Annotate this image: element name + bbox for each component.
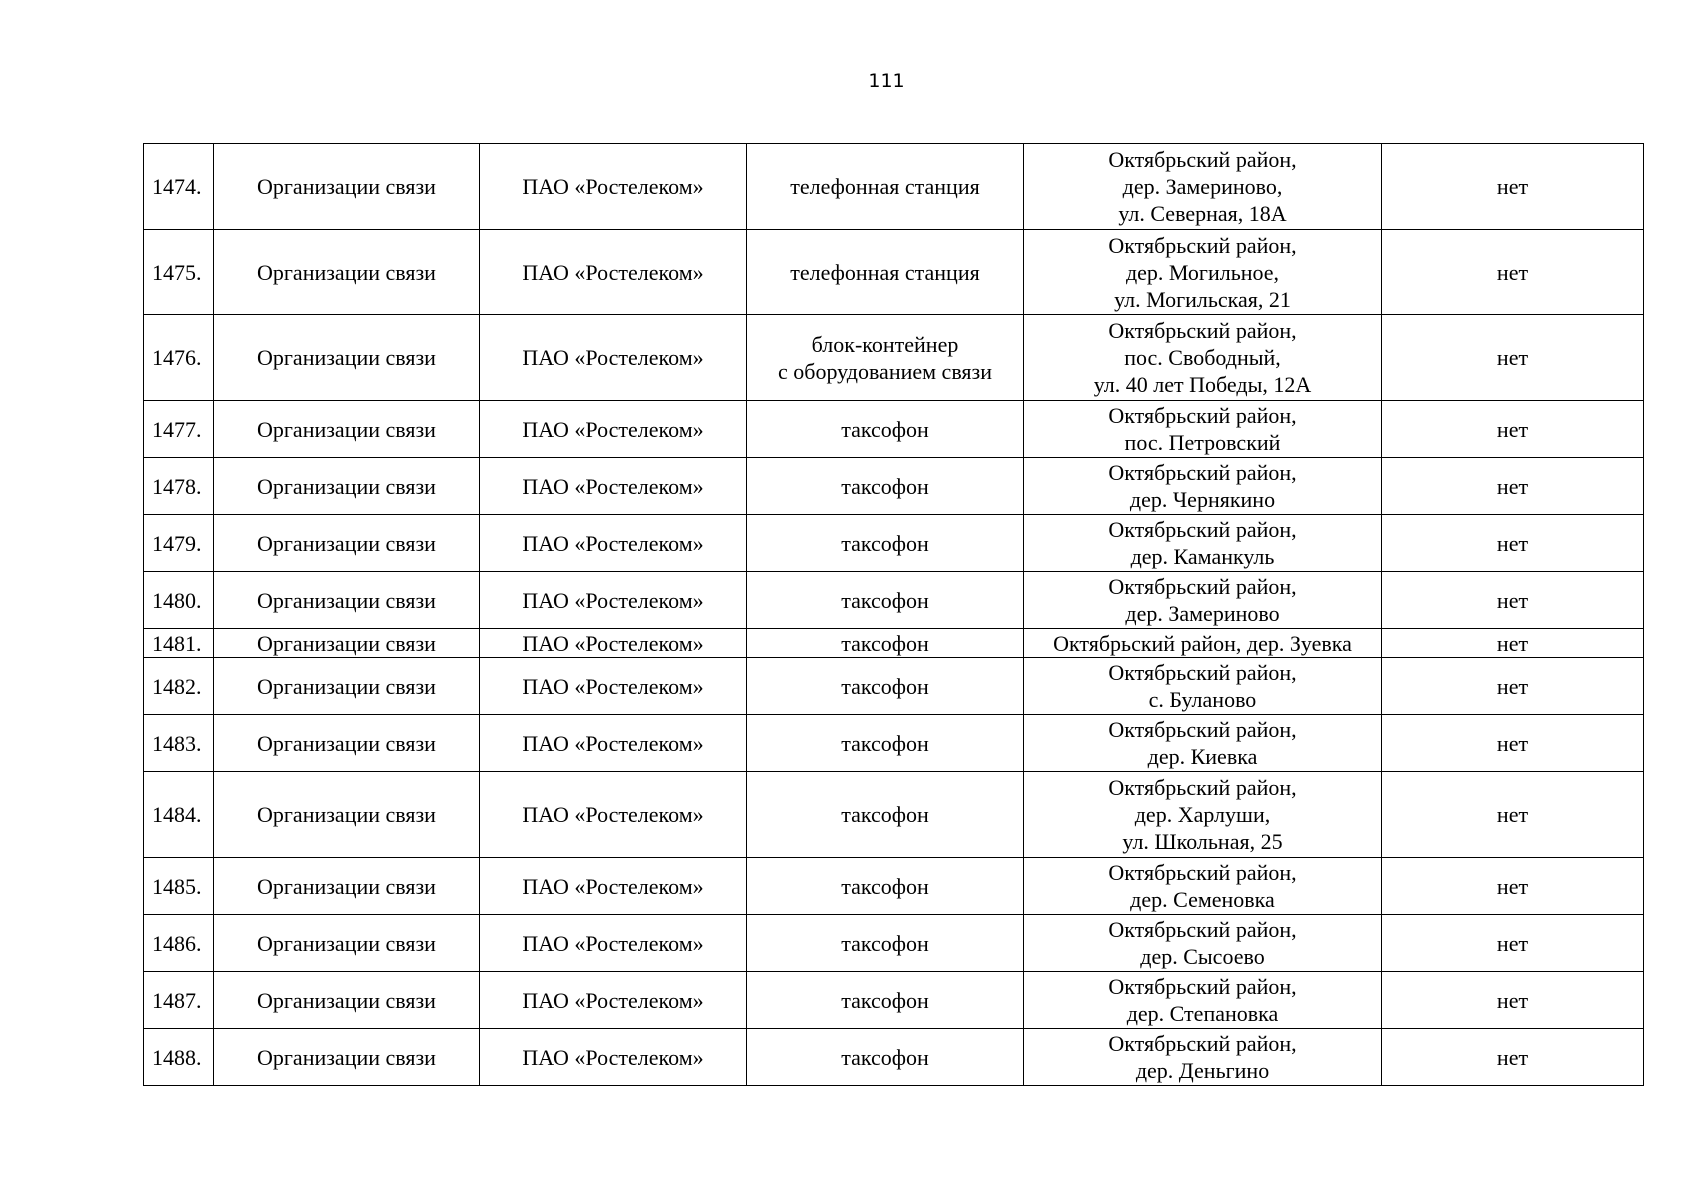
status-cell: нет bbox=[1382, 315, 1644, 401]
status-cell: нет bbox=[1382, 858, 1644, 915]
owner-cell: ПАО «Ростелеком» bbox=[480, 401, 747, 458]
address-cell bbox=[1024, 458, 1382, 515]
table-row bbox=[144, 315, 1644, 401]
object-type-cell bbox=[747, 915, 1024, 972]
table-row bbox=[144, 858, 1644, 915]
address-line: пос. Свободный, bbox=[1124, 345, 1281, 370]
row-number: 1487. bbox=[144, 972, 214, 1029]
status-cell: нет bbox=[1382, 230, 1644, 315]
row-number: 1474. bbox=[144, 144, 214, 230]
address-cell bbox=[1024, 1029, 1382, 1086]
address-cell bbox=[1024, 772, 1382, 858]
row-number: 1486. bbox=[144, 915, 214, 972]
owner-cell: ПАО «Ростелеком» bbox=[480, 230, 747, 315]
owner-cell: ПАО «Ростелеком» bbox=[480, 972, 747, 1029]
owner-cell: ПАО «Ростелеком» bbox=[480, 715, 747, 772]
table-row bbox=[144, 629, 1644, 658]
address-cell bbox=[1024, 315, 1382, 401]
table-row bbox=[144, 144, 1644, 230]
address-line: Октябрьский район, bbox=[1108, 318, 1297, 343]
address-line: дер. Чернякино bbox=[1129, 487, 1276, 512]
status-cell: нет bbox=[1382, 629, 1644, 658]
status-cell: нет bbox=[1382, 1029, 1644, 1086]
category-cell: Организации связи bbox=[214, 915, 480, 972]
address-cell bbox=[1024, 401, 1382, 458]
address-line: дер. Харлуши, bbox=[1134, 802, 1271, 827]
object-type-cell bbox=[747, 629, 1024, 658]
address-line: Октябрьский район, bbox=[1108, 860, 1297, 885]
table-row bbox=[144, 1029, 1644, 1086]
address-line: ул. Северная, 18А bbox=[1118, 201, 1287, 226]
object-type-line: таксофон bbox=[841, 530, 929, 556]
object-type-line: таксофон bbox=[841, 1044, 929, 1070]
row-number: 1484. bbox=[144, 772, 214, 858]
address-line: Октябрьский район, дер. Зуевка bbox=[1053, 630, 1352, 656]
row-number: 1477. bbox=[144, 401, 214, 458]
row-number: 1479. bbox=[144, 515, 214, 572]
object-type-line: таксофон bbox=[841, 587, 929, 613]
table-row bbox=[144, 401, 1644, 458]
table-row bbox=[144, 915, 1644, 972]
status-cell: нет bbox=[1382, 972, 1644, 1029]
address-line: пос. Петровский bbox=[1124, 430, 1281, 455]
category-cell: Организации связи bbox=[214, 715, 480, 772]
category-cell: Организации связи bbox=[214, 658, 480, 715]
address-line: дер. Степановка bbox=[1126, 1001, 1279, 1026]
address-line: Октябрьский район, bbox=[1108, 660, 1297, 685]
address-line: с. Буланово bbox=[1148, 687, 1257, 712]
object-type-line: блок-контейнер bbox=[811, 331, 959, 357]
object-type-cell bbox=[747, 572, 1024, 629]
status-cell: нет bbox=[1382, 144, 1644, 230]
object-type-line: телефонная станция bbox=[790, 174, 980, 199]
registry-table-body bbox=[144, 144, 1644, 1086]
status-cell: нет bbox=[1382, 515, 1644, 572]
address-line: Октябрьский район, bbox=[1108, 147, 1297, 172]
object-type-line: телефонная станция bbox=[790, 259, 980, 285]
row-number: 1480. bbox=[144, 572, 214, 629]
category-cell: Организации связи bbox=[214, 772, 480, 858]
category-cell: Организации связи bbox=[214, 858, 480, 915]
owner-cell: ПАО «Ростелеком» bbox=[480, 915, 747, 972]
row-number: 1483. bbox=[144, 715, 214, 772]
address-line: дер. Киевка bbox=[1147, 744, 1258, 769]
category-cell: Организации связи bbox=[214, 144, 480, 230]
owner-cell: ПАО «Ростелеком» bbox=[480, 572, 747, 629]
status-cell: нет bbox=[1382, 458, 1644, 515]
row-number: 1488. bbox=[144, 1029, 214, 1086]
owner-cell: ПАО «Ростелеком» bbox=[480, 658, 747, 715]
address-line: дер. Каманкуль bbox=[1130, 544, 1275, 569]
address-line: дер. Замериново, bbox=[1122, 174, 1283, 199]
object-type-line: таксофон bbox=[841, 630, 929, 656]
row-number: 1478. bbox=[144, 458, 214, 515]
status-cell: нет bbox=[1382, 915, 1644, 972]
row-number: 1481. bbox=[144, 629, 214, 658]
object-type-line: таксофон bbox=[841, 987, 929, 1013]
table-row bbox=[144, 458, 1644, 515]
object-type-line: таксофон bbox=[841, 930, 929, 956]
object-type-line: с оборудованием связи bbox=[777, 358, 993, 384]
address-line: Октябрьский район, bbox=[1108, 775, 1297, 800]
object-type-cell bbox=[747, 315, 1024, 401]
table-row bbox=[144, 658, 1644, 715]
address-line: Октябрьский район, bbox=[1108, 974, 1297, 999]
address-line: ул. Школьная, 25 bbox=[1122, 829, 1283, 854]
owner-cell: ПАО «Ростелеком» bbox=[480, 772, 747, 858]
table-row bbox=[144, 972, 1644, 1029]
address-line: дер. Могильное, bbox=[1125, 259, 1280, 285]
address-line: Октябрьский район, bbox=[1108, 717, 1297, 742]
owner-cell: ПАО «Ростелеком» bbox=[480, 458, 747, 515]
object-type-line: таксофон bbox=[841, 873, 929, 899]
object-type-cell bbox=[747, 658, 1024, 715]
row-number: 1482. bbox=[144, 658, 214, 715]
category-cell: Организации связи bbox=[214, 629, 480, 658]
address-line: Октябрьский район, bbox=[1108, 917, 1297, 942]
registry-table bbox=[143, 143, 1644, 1086]
address-cell bbox=[1024, 658, 1382, 715]
table-row bbox=[144, 772, 1644, 858]
row-number: 1476. bbox=[144, 315, 214, 401]
address-line: Октябрьский район, bbox=[1108, 1031, 1297, 1056]
address-line: дер. Замериново bbox=[1125, 601, 1280, 626]
address-cell bbox=[1024, 858, 1382, 915]
address-line: Октябрьский район, bbox=[1108, 232, 1297, 258]
object-type-line: таксофон bbox=[841, 416, 929, 442]
table-row bbox=[144, 715, 1644, 772]
category-cell: Организации связи bbox=[214, 515, 480, 572]
address-line: Октябрьский район, bbox=[1108, 460, 1297, 485]
row-number: 1485. bbox=[144, 858, 214, 915]
status-cell: нет bbox=[1382, 715, 1644, 772]
object-type-cell bbox=[747, 715, 1024, 772]
address-cell bbox=[1024, 230, 1382, 315]
object-type-cell bbox=[747, 230, 1024, 315]
category-cell: Организации связи bbox=[214, 572, 480, 629]
object-type-cell bbox=[747, 144, 1024, 230]
address-line: ул. 40 лет Победы, 12А bbox=[1093, 372, 1312, 397]
address-cell bbox=[1024, 144, 1382, 230]
object-type-cell bbox=[747, 458, 1024, 515]
address-line: Октябрьский район, bbox=[1108, 574, 1297, 599]
owner-cell: ПАО «Ростелеком» bbox=[480, 515, 747, 572]
table-row bbox=[144, 572, 1644, 629]
table-row bbox=[144, 230, 1644, 315]
category-cell: Организации связи bbox=[214, 230, 480, 315]
object-type-cell bbox=[747, 772, 1024, 858]
object-type-line: таксофон bbox=[841, 730, 929, 756]
address-cell bbox=[1024, 515, 1382, 572]
address-line: дер. Семеновка bbox=[1130, 887, 1275, 912]
object-type-line: таксофон bbox=[841, 473, 929, 499]
owner-cell: ПАО «Ростелеком» bbox=[480, 1029, 747, 1086]
object-type-cell bbox=[747, 1029, 1024, 1086]
category-cell: Организации связи bbox=[214, 972, 480, 1029]
owner-cell: ПАО «Ростелеком» bbox=[480, 144, 747, 230]
object-type-cell bbox=[747, 972, 1024, 1029]
status-cell: нет bbox=[1382, 572, 1644, 629]
object-type-cell bbox=[747, 515, 1024, 572]
address-line: Октябрьский район, bbox=[1108, 403, 1297, 428]
object-type-line: таксофон bbox=[841, 673, 929, 699]
category-cell: Организации связи bbox=[214, 1029, 480, 1086]
address-cell bbox=[1024, 715, 1382, 772]
table-row bbox=[144, 515, 1644, 572]
category-cell: Организации связи bbox=[214, 315, 480, 401]
row-number: 1475. bbox=[144, 230, 214, 315]
status-cell: нет bbox=[1382, 658, 1644, 715]
object-type-line: таксофон bbox=[841, 802, 929, 827]
address-line: дер. Деньгино bbox=[1135, 1058, 1270, 1083]
address-cell bbox=[1024, 972, 1382, 1029]
address-cell bbox=[1024, 572, 1382, 629]
address-line: Октябрьский район, bbox=[1108, 517, 1297, 542]
address-cell bbox=[1024, 629, 1382, 658]
status-cell: нет bbox=[1382, 772, 1644, 858]
address-cell bbox=[1024, 915, 1382, 972]
address-line: ул. Могильская, 21 bbox=[1114, 286, 1291, 312]
object-type-cell bbox=[747, 858, 1024, 915]
address-line: дер. Сысоево bbox=[1140, 944, 1265, 969]
page-number: 111 bbox=[868, 70, 905, 92]
category-cell: Организации связи bbox=[214, 458, 480, 515]
category-cell: Организации связи bbox=[214, 401, 480, 458]
object-type-cell bbox=[747, 401, 1024, 458]
status-cell: нет bbox=[1382, 401, 1644, 458]
owner-cell: ПАО «Ростелеком» bbox=[480, 858, 747, 915]
owner-cell: ПАО «Ростелеком» bbox=[480, 629, 747, 658]
owner-cell: ПАО «Ростелеком» bbox=[480, 315, 747, 401]
